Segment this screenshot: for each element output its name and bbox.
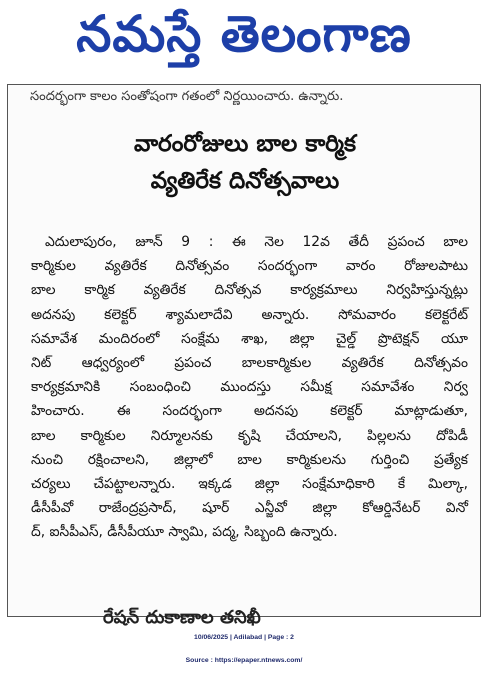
footer-date-edition: 10/06/2025 | Adilabad | Page : 2: [194, 634, 294, 641]
body-line: నిట్ ఆధ్వర్యంలో ప్రపంచ బాలకార్మికుల వ్యతిరేక దినోత్సవం: [31, 355, 468, 372]
body-line: బాల కార్మిక వ్యతిరేక దినోత్సవ కార్యక్రమాలు నిర్వహిస్తున్నట్లు: [31, 282, 468, 299]
body-line: చర్యలు చేపట్టాలన్నారు. ఇక్కడ జిల్లా సంక్షేమాధికారి కే మిల్కా,: [31, 476, 468, 493]
body-line: అదనపు కలెక్టర్ శ్యామలాదేవి అన్నారు. సోమవారం కలెక్టరేట్: [31, 306, 468, 323]
body-line: నుంచి రక్షించాలని, జిల్లాలో బాల కార్మికులను గుర్తించి ప్రత్యేక: [31, 451, 468, 468]
article-clipping: [7, 84, 481, 628]
headline-line-2: వ్యతిరేక దినోత్సవాలు: [150, 168, 340, 194]
headline-line-1: వారంరోజులు బాల కార్మిక: [133, 131, 357, 157]
body-line: హించారు. ఈ సందర్భంగా అదనపు కలెక్టర్ మాట్లాడుతూ,: [31, 403, 468, 420]
body-line: ఎదులాపురం, జూన్ 9 : ఈ నెల 12వ తేదీ ప్రపంచ బాల: [45, 234, 468, 250]
previous-article-fragment: సందర్భంగా కాలం సంతోషంగా గతంలో నిర్ణయించారు. ఉన్నారు.: [30, 89, 344, 104]
body-line: డీసీపీవో రాజేంద్రప్రసాద్, షూర్ ఎన్జీవో జిల్లా కోఆర్డినేటర్ వినో: [31, 500, 468, 517]
body-line: సమావేశ మందిరంలో సంక్షేమ శాఖ, జిల్లా చైల్డ్ ప్రొటెక్షన్ యూ: [31, 330, 468, 347]
body-line: కార్యక్రమానికి సంబంధించి ముందస్తు సమీక్ష సమావేశం నిర్వ: [31, 379, 468, 396]
body-line: బాల కార్మికుల నిర్మూలనకు కృషి చేయాలని, పిల్లలను దోపిడీ: [31, 427, 468, 444]
footer-source: Source : https://epaper.ntnews.com/: [185, 657, 303, 664]
body-line: ద్, ఐసీపీఎస్, డీసీపీయూ స్వామి, పద్మ, సిబ్బంది ఉన్నారు.: [31, 524, 338, 541]
next-article-fragment: రేషన్ దుకాణాల తనిఖీ: [103, 607, 261, 628]
masthead: [0, 0, 488, 80]
body-line: కార్మికుల వ్యతిరేక దినోత్సవం సందర్భంగా వారం రోజులపాటు: [31, 258, 468, 275]
article-body: [31, 230, 468, 545]
newspaper-logo: నమస్తే తెలంగాణ: [76, 4, 412, 63]
